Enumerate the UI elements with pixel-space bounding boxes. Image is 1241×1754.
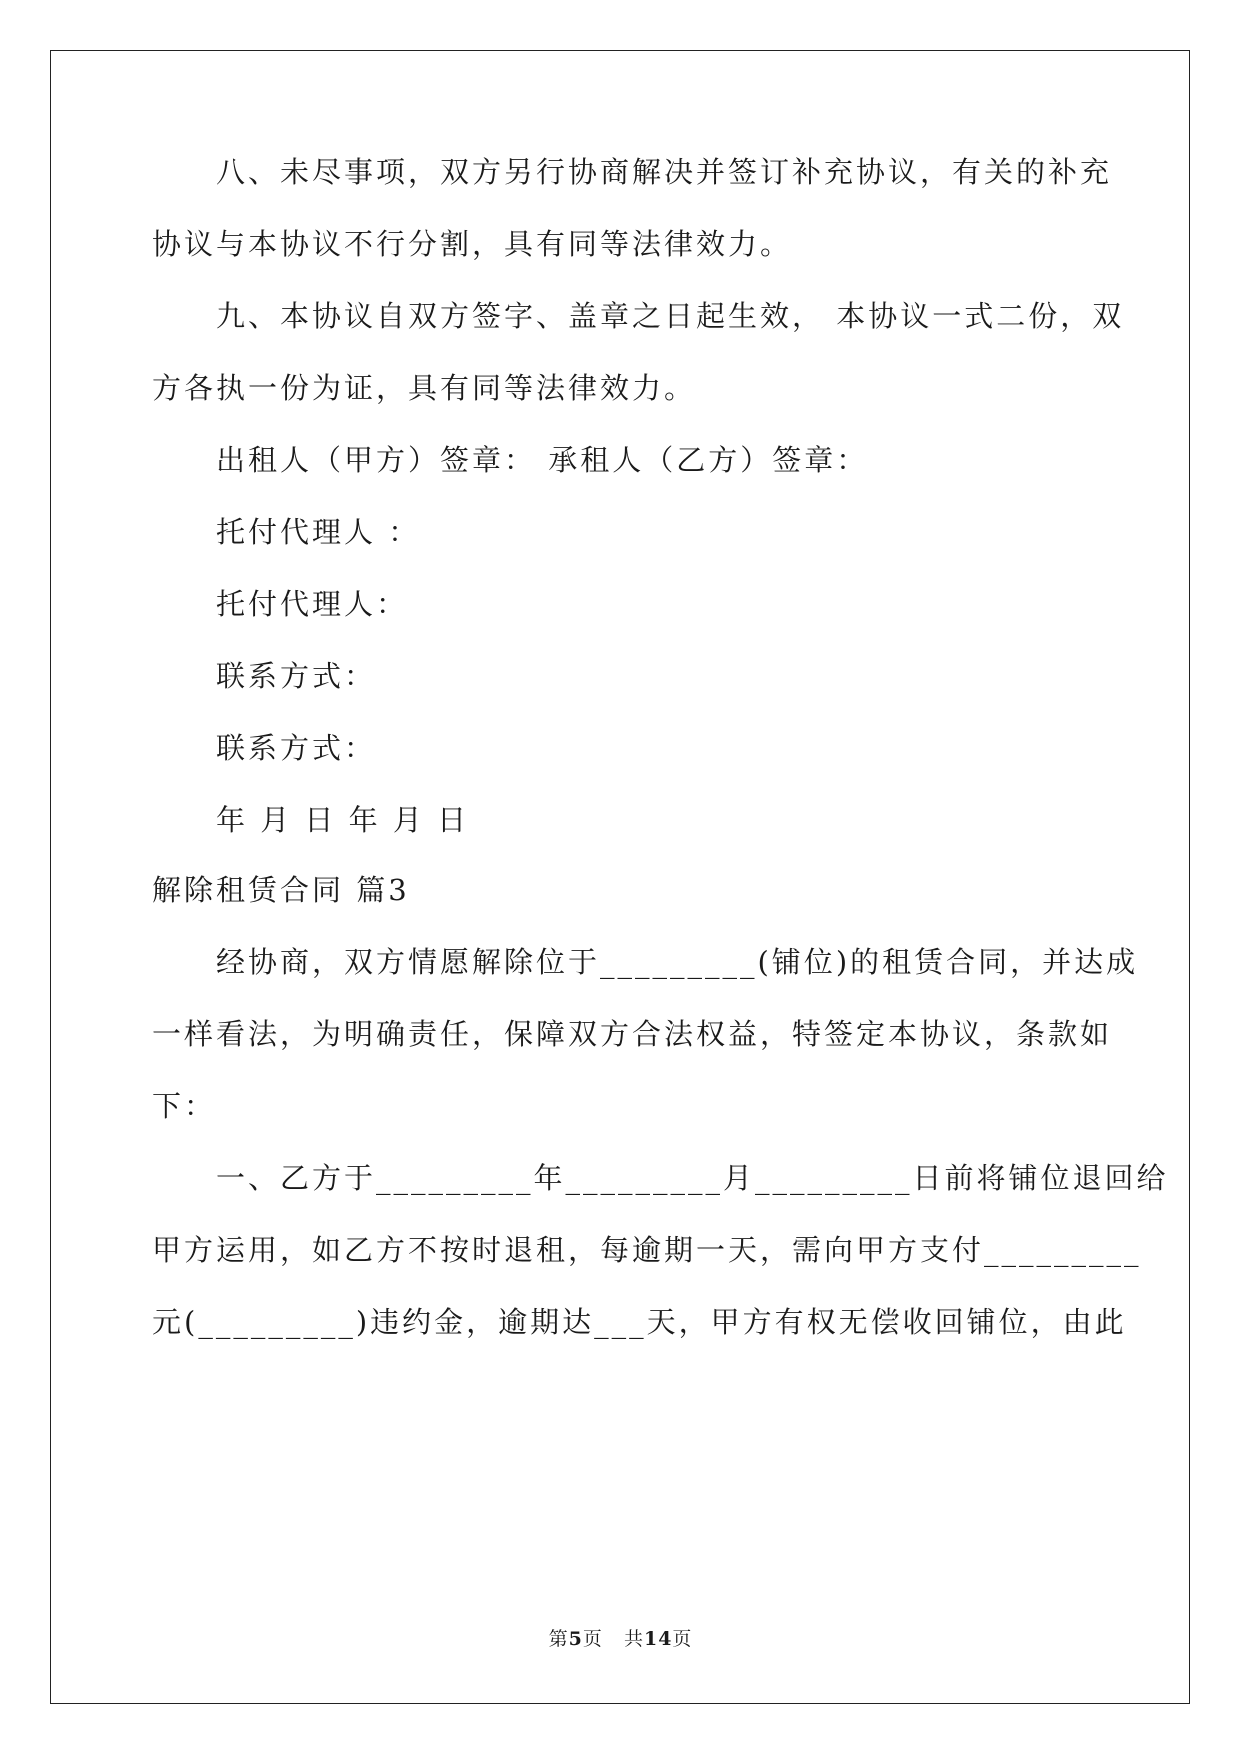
- footer-page-prefix: 第: [548, 1628, 569, 1650]
- footer-total-suffix: 页: [672, 1628, 693, 1650]
- date-line: 年 月 日 年 月 日: [216, 803, 470, 837]
- footer-total-prefix: 共: [623, 1628, 644, 1650]
- intro-line-1: 经协商，双方情愿解除位于_________(铺位)的租赁合同，并达成: [216, 945, 1139, 979]
- paragraph-8-line-2: 协议与本协议不行分割，具有同等法律效力。: [152, 227, 793, 261]
- signature-line: 出租人（甲方）签章： 承租人（乙方）签章：: [216, 443, 869, 477]
- contact-line-2: 联系方式：: [216, 731, 377, 765]
- page-footer: [0, 1627, 1241, 1651]
- clause-1-line-3: 元(_________)违约金，逾期达___天，甲方有权无偿收回铺位，由此: [152, 1305, 1127, 1339]
- agent-line-2: 托付代理人：: [216, 587, 409, 621]
- footer-total-pages: 14: [643, 1628, 673, 1650]
- paragraph-9-line-1: 九、本协议自双方签字、盖章之日起生效， 本协议一式二份，双: [216, 299, 1125, 333]
- intro-line-2: 一样看法，为明确责任，保障双方合法权益，特签定本协议，条款如: [152, 1017, 1113, 1051]
- footer-page-number: 5: [568, 1628, 583, 1650]
- agent-line-1: 托付代理人 ：: [216, 515, 421, 549]
- paragraph-9-line-2: 方各执一份为证，具有同等法律效力。: [152, 371, 697, 405]
- intro-line-3: 下：: [152, 1089, 217, 1123]
- contact-line-1: 联系方式：: [216, 659, 377, 693]
- clause-1-line-2: 甲方运用，如乙方不按时退租，每逾期一天，需向甲方支付_________: [152, 1233, 1142, 1267]
- clause-1-line-1: 一、乙方于_________年_________月_________日前将铺位退回给: [216, 1161, 1169, 1195]
- section-heading: 解除租赁合同 篇3: [152, 873, 410, 907]
- footer-page-suffix: 页: [582, 1628, 603, 1650]
- paragraph-8-line-1: 八、未尽事项，双方另行协商解决并签订补充协议，有关的补充: [216, 155, 1113, 189]
